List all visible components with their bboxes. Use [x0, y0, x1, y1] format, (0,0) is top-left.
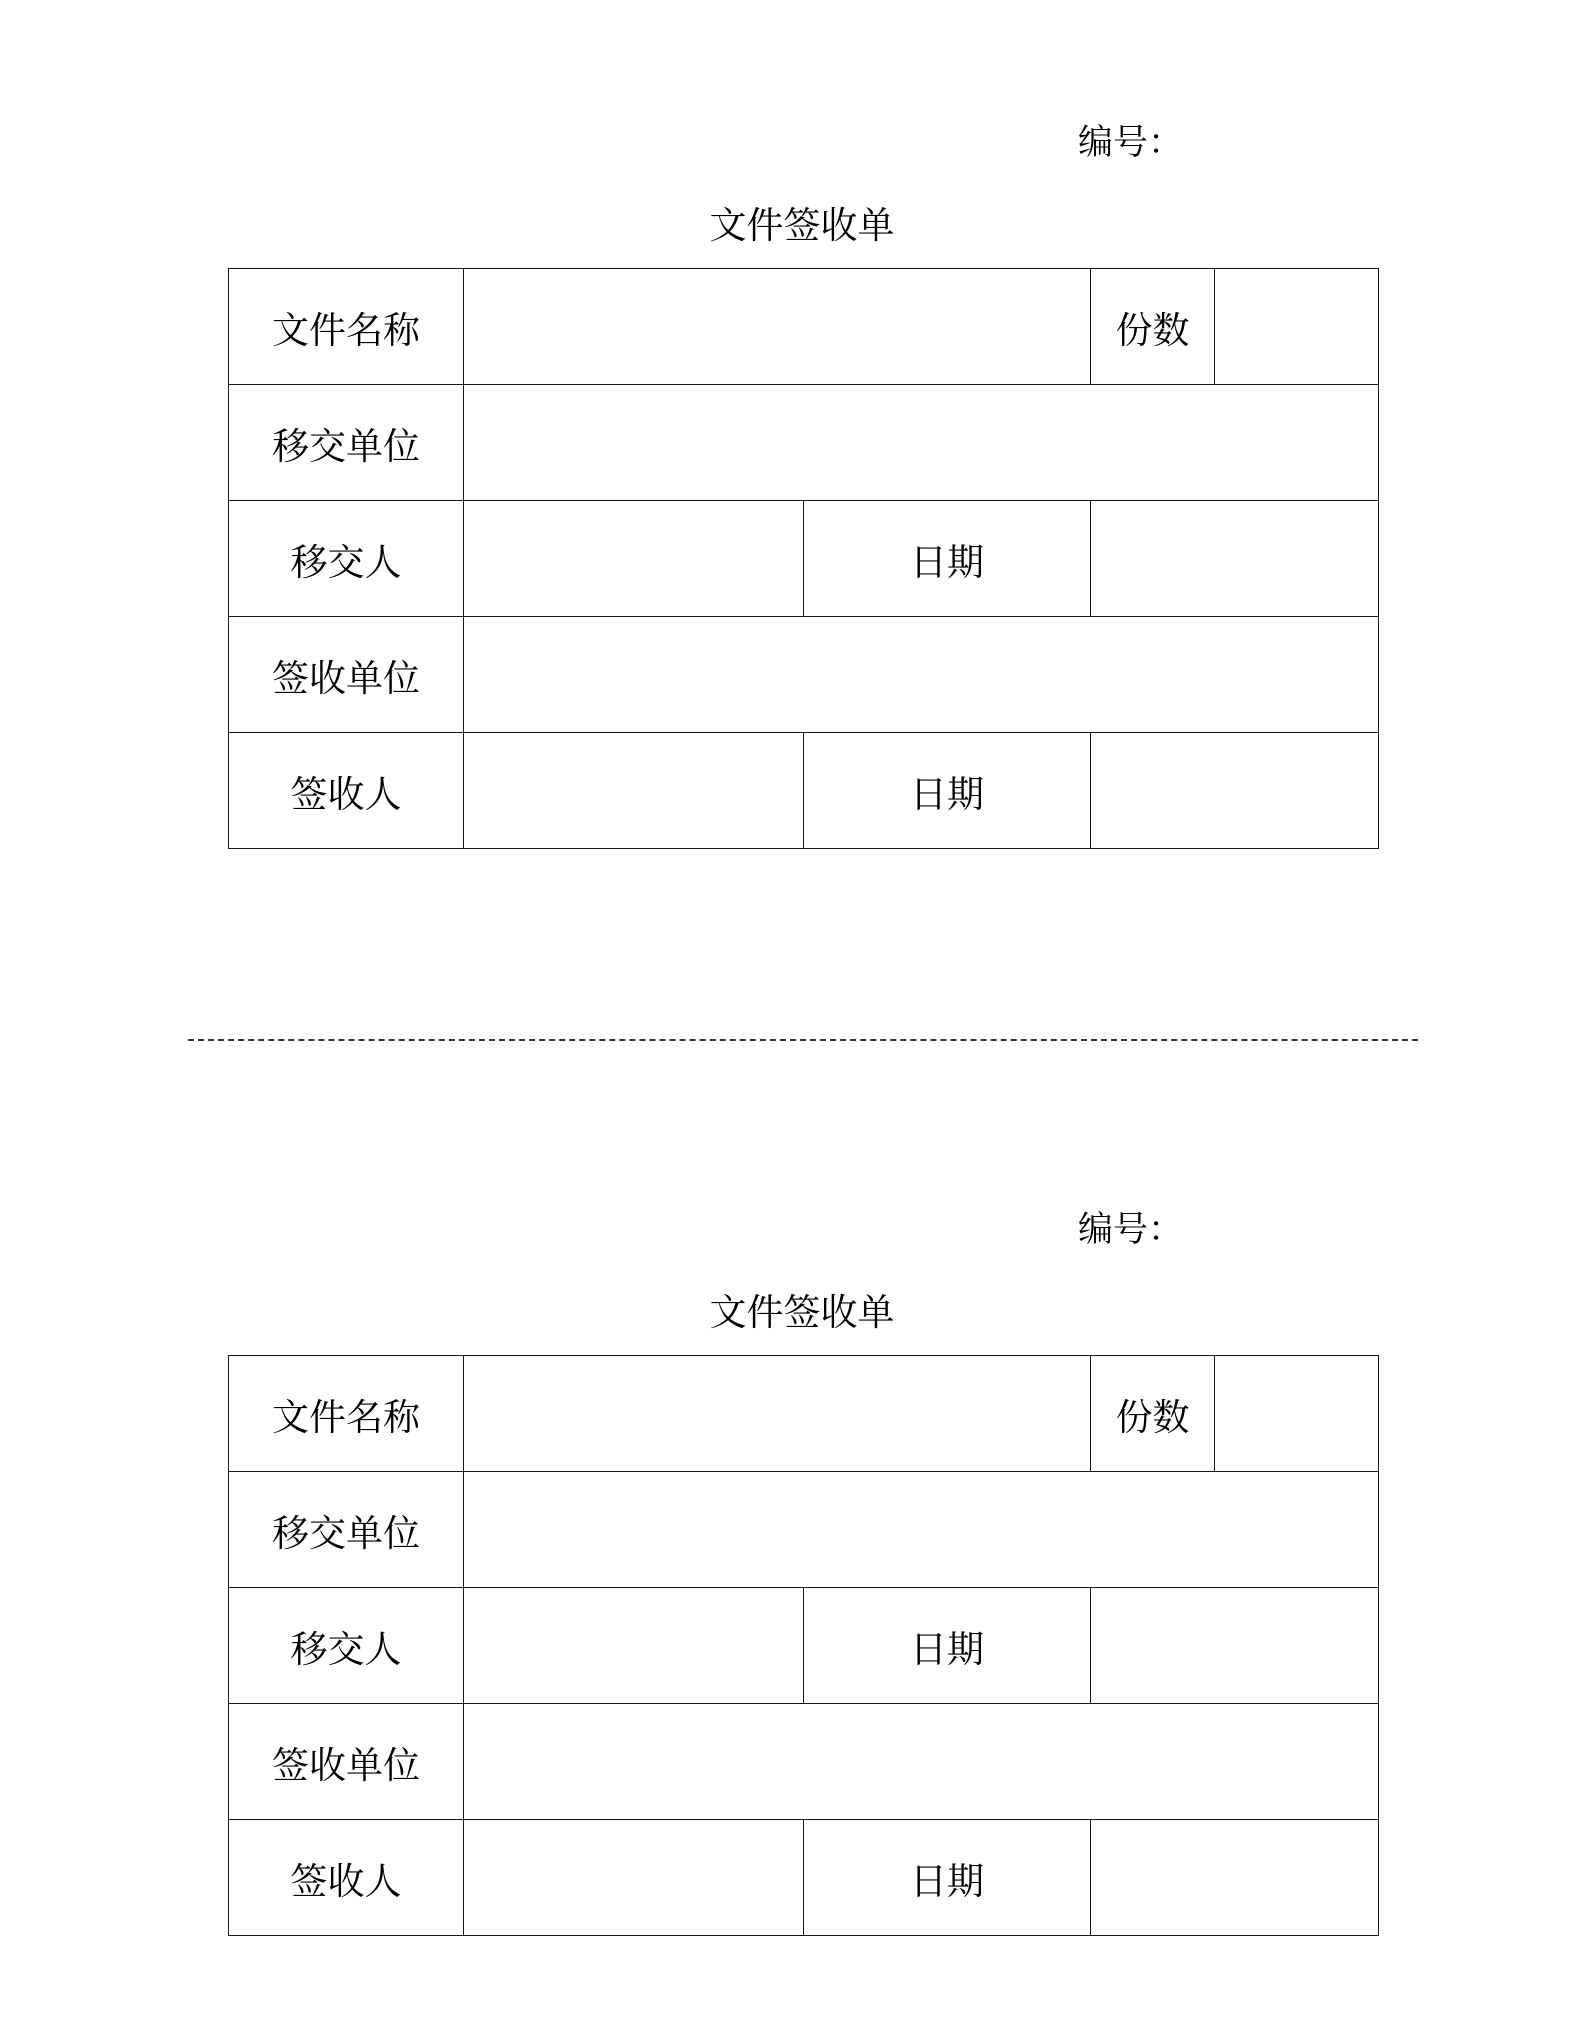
receiver-label: 签收人	[229, 733, 464, 849]
transferor-field[interactable]	[464, 1588, 804, 1704]
receiving-unit-label: 签收单位	[229, 617, 464, 733]
transfer-date-field[interactable]	[1091, 1588, 1379, 1704]
transfer-unit-field[interactable]	[464, 1472, 1379, 1588]
transfer-date-label: 日期	[804, 501, 1091, 617]
cut-line-divider	[188, 1039, 1418, 1041]
transfer-unit-label: 移交单位	[229, 1472, 464, 1588]
receiver-label: 签收人	[229, 1820, 464, 1936]
transfer-unit-field[interactable]	[464, 385, 1379, 501]
table-row	[229, 733, 1379, 849]
table-row	[229, 501, 1379, 617]
serial-number-label: 编号：	[1078, 123, 1184, 163]
transfer-date-label: 日期	[804, 1588, 1091, 1704]
receiving-unit-field[interactable]	[464, 1704, 1379, 1820]
transferor-label: 移交人	[229, 1588, 464, 1704]
table-row	[229, 269, 1379, 385]
receive-date-label: 日期	[804, 1820, 1091, 1936]
table-row	[229, 617, 1379, 733]
receiver-field[interactable]	[464, 1820, 804, 1936]
copies-label: 份数	[1091, 269, 1215, 385]
table-row	[229, 1472, 1379, 1588]
receiving-unit-field[interactable]	[464, 617, 1379, 733]
table-row	[229, 1356, 1379, 1472]
table-row	[229, 1704, 1379, 1820]
receive-date-label: 日期	[804, 733, 1091, 849]
transferor-label: 移交人	[229, 501, 464, 617]
receive-date-field[interactable]	[1091, 733, 1379, 849]
receipt-table	[228, 1355, 1379, 1936]
receive-date-field[interactable]	[1091, 1820, 1379, 1936]
copies-label: 份数	[1091, 1356, 1215, 1472]
file-name-label: 文件名称	[229, 269, 464, 385]
file-name-label: 文件名称	[229, 1356, 464, 1472]
table-row	[229, 385, 1379, 501]
transfer-date-field[interactable]	[1091, 501, 1379, 617]
form-title: 文件签收单	[709, 1291, 895, 1334]
receiving-unit-label: 签收单位	[229, 1704, 464, 1820]
file-name-field[interactable]	[464, 269, 1091, 385]
transfer-unit-label: 移交单位	[229, 385, 464, 501]
receipt-table	[228, 268, 1379, 849]
serial-number-label: 编号：	[1078, 1210, 1184, 1250]
file-name-field[interactable]	[464, 1356, 1091, 1472]
table-row	[229, 1588, 1379, 1704]
transferor-field[interactable]	[464, 501, 804, 617]
copies-field[interactable]	[1215, 1356, 1379, 1472]
form-title: 文件签收单	[709, 204, 895, 247]
copies-field[interactable]	[1215, 269, 1379, 385]
table-row	[229, 1820, 1379, 1936]
receiver-field[interactable]	[464, 733, 804, 849]
